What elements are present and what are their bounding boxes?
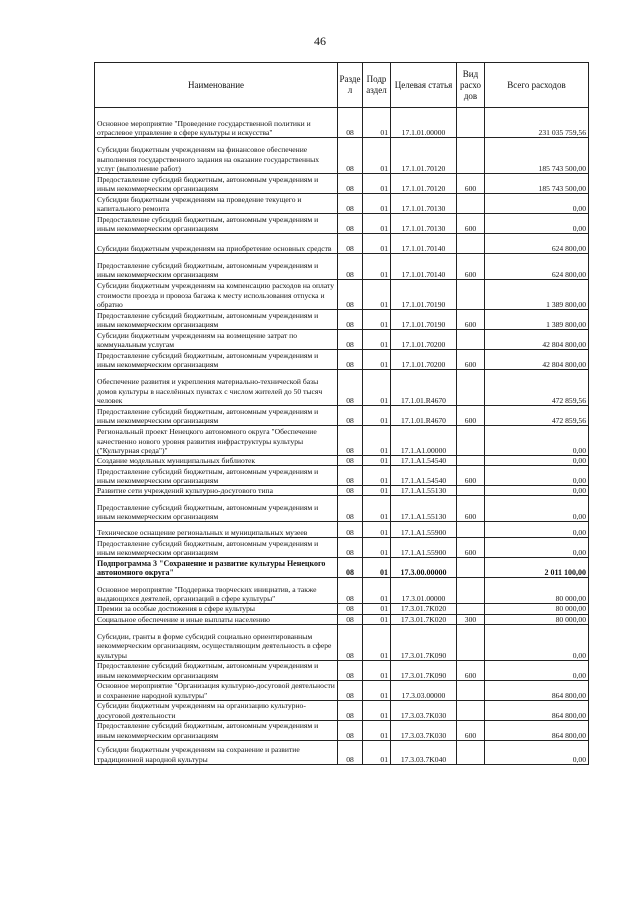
cell-kind: [457, 330, 485, 350]
cell-target: 17.3.01.00000: [391, 578, 457, 604]
cell-section: 08: [338, 174, 363, 194]
cell-total: 42 804 800,00: [485, 330, 589, 350]
cell-name: Основное мероприятие "Поддержка творческих инициатив, а также выдающихся деятелей, организаций в сфере культуры": [95, 578, 338, 604]
cell-kind: [457, 426, 485, 456]
cell-kind: [457, 700, 485, 720]
cell-total: 0,00: [485, 624, 589, 660]
cell-target: 17.1.A1.54540: [391, 456, 457, 466]
cell-name: Предоставление субсидий бюджетным, автономным учреждениям и иным некоммерческим организациям: [95, 466, 338, 486]
cell-subsection: 01: [363, 614, 391, 624]
cell-kind: [457, 740, 485, 764]
table-row: [95, 486, 589, 496]
cell-subsection: 01: [363, 108, 391, 138]
cell-subsection: 01: [363, 486, 391, 496]
cell-target: 17.1.01.70130: [391, 194, 457, 214]
cell-subsection: 01: [363, 496, 391, 522]
table-row: [95, 214, 589, 234]
cell-section: 08: [338, 406, 363, 426]
budget-table: [94, 62, 589, 765]
cell-section: 08: [338, 330, 363, 350]
cell-target: 17.1.01.70190: [391, 310, 457, 330]
cell-subsection: 01: [363, 578, 391, 604]
cell-target: 17.1.01.70140: [391, 254, 457, 280]
table-row: [95, 108, 589, 138]
table-row: [95, 720, 589, 740]
cell-subsection: 01: [363, 330, 391, 350]
table-row: [95, 604, 589, 614]
cell-kind: 600: [457, 406, 485, 426]
cell-section: 08: [338, 624, 363, 660]
cell-section: 08: [338, 740, 363, 764]
cell-subsection: 01: [363, 254, 391, 280]
cell-target: 17.1.A1.54540: [391, 466, 457, 486]
cell-name: Субсидии бюджетным учреждениям на финансовое обеспечение выполнения государственного задания на оказание государственных услуг (выполнение работ): [95, 138, 338, 174]
cell-section: 08: [338, 310, 363, 330]
cell-name: Создание модельных муниципальных библиотек: [95, 456, 338, 466]
cell-name: Предоставление субсидий бюджетным, автономным учреждениям и иным некоммерческим организациям: [95, 214, 338, 234]
cell-total: 1 389 800,00: [485, 310, 589, 330]
cell-target: 17.3.03.7K030: [391, 720, 457, 740]
cell-subsection: 01: [363, 138, 391, 174]
table-row: [95, 234, 589, 254]
cell-name: Субсидии бюджетным учреждениям на компенсацию расходов на оплату стоимости проезда и провоза багажа к месту использования отпуска и обратно: [95, 280, 338, 310]
cell-subsection: 01: [363, 310, 391, 330]
cell-section: 08: [338, 578, 363, 604]
cell-kind: [457, 486, 485, 496]
cell-total: 864 800,00: [485, 720, 589, 740]
cell-total: 80 000,00: [485, 604, 589, 614]
cell-kind: 600: [457, 660, 485, 680]
table-row: [95, 496, 589, 522]
cell-subsection: 01: [363, 538, 391, 558]
cell-section: 08: [338, 426, 363, 456]
cell-subsection: 01: [363, 558, 391, 578]
cell-kind: 600: [457, 254, 485, 280]
cell-kind: 600: [457, 466, 485, 486]
cell-kind: 600: [457, 214, 485, 234]
cell-total: 624 800,00: [485, 234, 589, 254]
table-row: [95, 280, 589, 310]
cell-total: 185 743 500,00: [485, 174, 589, 194]
cell-name: Техническое оснащение региональных и муниципальных музеев: [95, 522, 338, 538]
cell-target: 17.1.01.70200: [391, 350, 457, 370]
cell-kind: 600: [457, 496, 485, 522]
cell-target: 17.1.A1.55130: [391, 486, 457, 496]
header-total: Всего расходов: [485, 63, 589, 108]
cell-total: 0,00: [485, 466, 589, 486]
cell-kind: [457, 578, 485, 604]
cell-total: 0,00: [485, 496, 589, 522]
table-row: [95, 700, 589, 720]
cell-section: 08: [338, 194, 363, 214]
cell-name: Основное мероприятие "Организация культурно-досуговой деятельности и сохранение народной культуры": [95, 680, 338, 700]
cell-kind: 600: [457, 310, 485, 330]
cell-target: 17.1.01.70130: [391, 214, 457, 234]
cell-name: Субсидии бюджетным учреждениям на сохранение и развитие традиционной народной культуры: [95, 740, 338, 764]
cell-name: Субсидии бюджетным учреждениям на возмещение затрат по коммунальным услугам: [95, 330, 338, 350]
cell-section: 08: [338, 604, 363, 614]
cell-target: 17.1.01.R4670: [391, 370, 457, 406]
cell-total: 0,00: [485, 538, 589, 558]
cell-target: 17.1.A1.55900: [391, 522, 457, 538]
cell-target: 17.1.01.00000: [391, 108, 457, 138]
cell-name: Предоставление субсидий бюджетным, автономным учреждениям и иным некоммерческим организациям: [95, 720, 338, 740]
cell-subsection: 01: [363, 214, 391, 234]
cell-total: 0,00: [485, 214, 589, 234]
cell-section: 08: [338, 138, 363, 174]
cell-target: 17.1.A1.55900: [391, 538, 457, 558]
table-row: [95, 330, 589, 350]
cell-total: 80 000,00: [485, 578, 589, 604]
cell-subsection: 01: [363, 234, 391, 254]
cell-name: Субсидии бюджетным учреждениям на организацию культурно-досуговой деятельности: [95, 700, 338, 720]
header-name: Наименование: [95, 63, 338, 108]
cell-kind: [457, 680, 485, 700]
table-header-row: [95, 63, 589, 108]
cell-target: 17.1.01.70190: [391, 280, 457, 310]
cell-target: 17.3.00.00000: [391, 558, 457, 578]
cell-subsection: 01: [363, 680, 391, 700]
cell-name: Предоставление субсидий бюджетным, автономным учреждениям и иным некоммерческим организациям: [95, 406, 338, 426]
table-row: [95, 538, 589, 558]
table-row: [95, 578, 589, 604]
cell-section: 08: [338, 522, 363, 538]
cell-section: 08: [338, 614, 363, 624]
table-row: [95, 466, 589, 486]
cell-target: 17.1.01.70120: [391, 138, 457, 174]
table-row: [95, 174, 589, 194]
cell-kind: [457, 194, 485, 214]
cell-section: 08: [338, 538, 363, 558]
cell-subsection: 01: [363, 604, 391, 614]
cell-name: Предоставление субсидий бюджетным, автономным учреждениям и иным некоммерческим организациям: [95, 254, 338, 280]
cell-kind: 600: [457, 350, 485, 370]
cell-name: Субсидии бюджетным учреждениям на проведение текущего и капитального ремонта: [95, 194, 338, 214]
cell-target: 17.1.01.R4670: [391, 406, 457, 426]
table-row: [95, 426, 589, 456]
cell-section: 08: [338, 456, 363, 466]
table-row: [95, 614, 589, 624]
header-kind: Вид расхо дов: [457, 63, 485, 108]
cell-kind: [457, 234, 485, 254]
table-row: [95, 660, 589, 680]
cell-name: Предоставление субсидий бюджетным, автономным учреждениям и иным некоммерческим организациям: [95, 350, 338, 370]
cell-kind: 300: [457, 614, 485, 624]
cell-section: 08: [338, 660, 363, 680]
cell-subsection: 01: [363, 466, 391, 486]
cell-kind: [457, 456, 485, 466]
page-number: 46: [314, 34, 326, 48]
cell-subsection: 01: [363, 280, 391, 310]
cell-name: Предоставление субсидий бюджетным, автономным учреждениям и иным некоммерческим организациям: [95, 174, 338, 194]
cell-target: 17.1.01.70120: [391, 174, 457, 194]
table-row: [95, 138, 589, 174]
table-row: [95, 680, 589, 700]
cell-total: 0,00: [485, 660, 589, 680]
cell-target: 17.3.03.00000: [391, 680, 457, 700]
cell-total: 0,00: [485, 456, 589, 466]
header-section: Разде л: [338, 63, 363, 108]
cell-total: 0,00: [485, 486, 589, 496]
cell-name: Региональный проект Ненецкого автономного округа "Обеспечение качественно нового уровня развития инфраструктуры культуры ("Культурная среда")": [95, 426, 338, 456]
cell-name: Премии за особые достижения в сфере культуры: [95, 604, 338, 614]
cell-subsection: 01: [363, 740, 391, 764]
cell-name: Предоставление субсидий бюджетным, автономным учреждениям и иным некоммерческим организациям: [95, 496, 338, 522]
cell-name: Предоставление субсидий бюджетным, автономным учреждениям и иным некоммерческим организациям: [95, 538, 338, 558]
cell-target: 17.3.01.7K020: [391, 604, 457, 614]
cell-target: 17.3.03.7K030: [391, 700, 457, 720]
cell-kind: [457, 138, 485, 174]
table-row: [95, 456, 589, 466]
cell-subsection: 01: [363, 370, 391, 406]
cell-total: 0,00: [485, 522, 589, 538]
cell-name: Основное мероприятие "Проведение государственной политики и отраслевое управление в сфере культуры и искусства": [95, 108, 338, 138]
cell-target: 17.1.A1.00000: [391, 426, 457, 456]
cell-total: 864 800,00: [485, 680, 589, 700]
cell-subsection: 01: [363, 720, 391, 740]
cell-total: 2 011 100,00: [485, 558, 589, 578]
cell-subsection: 01: [363, 456, 391, 466]
cell-section: 08: [338, 486, 363, 496]
cell-total: 0,00: [485, 426, 589, 456]
cell-subsection: 01: [363, 700, 391, 720]
cell-target: 17.1.A1.55130: [391, 496, 457, 522]
cell-subsection: 01: [363, 406, 391, 426]
cell-kind: [457, 604, 485, 614]
cell-kind: [457, 280, 485, 310]
cell-name: Предоставление субсидий бюджетным, автономным учреждениям и иным некоммерческим организациям: [95, 310, 338, 330]
cell-kind: [457, 108, 485, 138]
cell-target: 17.1.01.70200: [391, 330, 457, 350]
cell-name: Субсидии, гранты в форме субсидий социально ориентированным некоммерческим организациям, осуществляющим деятельность в сфере культуры: [95, 624, 338, 660]
cell-section: 08: [338, 700, 363, 720]
cell-total: 0,00: [485, 740, 589, 764]
cell-section: 08: [338, 720, 363, 740]
table-row: [95, 740, 589, 764]
table-row: [95, 310, 589, 330]
cell-kind: 600: [457, 538, 485, 558]
cell-target: 17.1.01.70140: [391, 234, 457, 254]
cell-section: 08: [338, 214, 363, 234]
cell-kind: [457, 624, 485, 660]
cell-section: 08: [338, 254, 363, 280]
cell-total: 42 804 800,00: [485, 350, 589, 370]
cell-total: 624 800,00: [485, 254, 589, 280]
table-row: [95, 624, 589, 660]
cell-section: 08: [338, 466, 363, 486]
cell-subsection: 01: [363, 350, 391, 370]
cell-kind: [457, 558, 485, 578]
cell-total: 472 859,56: [485, 370, 589, 406]
cell-name: Субсидии бюджетным учреждениям на приобретение основных средств: [95, 234, 338, 254]
cell-section: 08: [338, 370, 363, 406]
cell-subsection: 01: [363, 624, 391, 660]
cell-total: 0,00: [485, 194, 589, 214]
cell-total: 185 743 500,00: [485, 138, 589, 174]
table-row: [95, 254, 589, 280]
table-row: [95, 522, 589, 538]
cell-total: 1 389 800,00: [485, 280, 589, 310]
cell-section: 08: [338, 280, 363, 310]
cell-total: 472 859,56: [485, 406, 589, 426]
cell-name: Предоставление субсидий бюджетным, автономным учреждениям и иным некоммерческим организациям: [95, 660, 338, 680]
cell-subsection: 01: [363, 660, 391, 680]
cell-name: Обеспечение развития и укрепления материально-технической базы домов культуры в населённых пунктах с числом жителей до 50 тысяч человек: [95, 370, 338, 406]
cell-target: 17.3.03.7K040: [391, 740, 457, 764]
cell-section: 08: [338, 234, 363, 254]
cell-target: 17.3.01.7K020: [391, 614, 457, 624]
cell-kind: [457, 370, 485, 406]
cell-section: 08: [338, 558, 363, 578]
cell-subsection: 01: [363, 522, 391, 538]
table-row: [95, 194, 589, 214]
cell-subsection: 01: [363, 194, 391, 214]
cell-kind: 600: [457, 720, 485, 740]
cell-total: 864 800,00: [485, 700, 589, 720]
cell-subsection: 01: [363, 426, 391, 456]
cell-name: Развитие сети учреждений культурно-досугового типа: [95, 486, 338, 496]
cell-target: 17.3.01.7K090: [391, 624, 457, 660]
table-row: [95, 406, 589, 426]
header-target: Целевая статья: [391, 63, 457, 108]
table-row: [95, 558, 589, 578]
table-row: [95, 370, 589, 406]
cell-total: 80 000,00: [485, 614, 589, 624]
cell-kind: [457, 522, 485, 538]
table-row: [95, 350, 589, 370]
cell-total: 231 035 759,56: [485, 108, 589, 138]
cell-section: 08: [338, 108, 363, 138]
cell-section: 08: [338, 350, 363, 370]
cell-target: 17.3.01.7K090: [391, 660, 457, 680]
cell-subsection: 01: [363, 174, 391, 194]
cell-section: 08: [338, 496, 363, 522]
cell-name: Подпрограмма 3 "Сохранение и развитие культуры Ненецкого автономного округа": [95, 558, 338, 578]
cell-section: 08: [338, 680, 363, 700]
header-subsection: Подр аздел: [363, 63, 391, 108]
cell-kind: 600: [457, 174, 485, 194]
cell-name: Социальное обеспечение и иные выплаты населению: [95, 614, 338, 624]
